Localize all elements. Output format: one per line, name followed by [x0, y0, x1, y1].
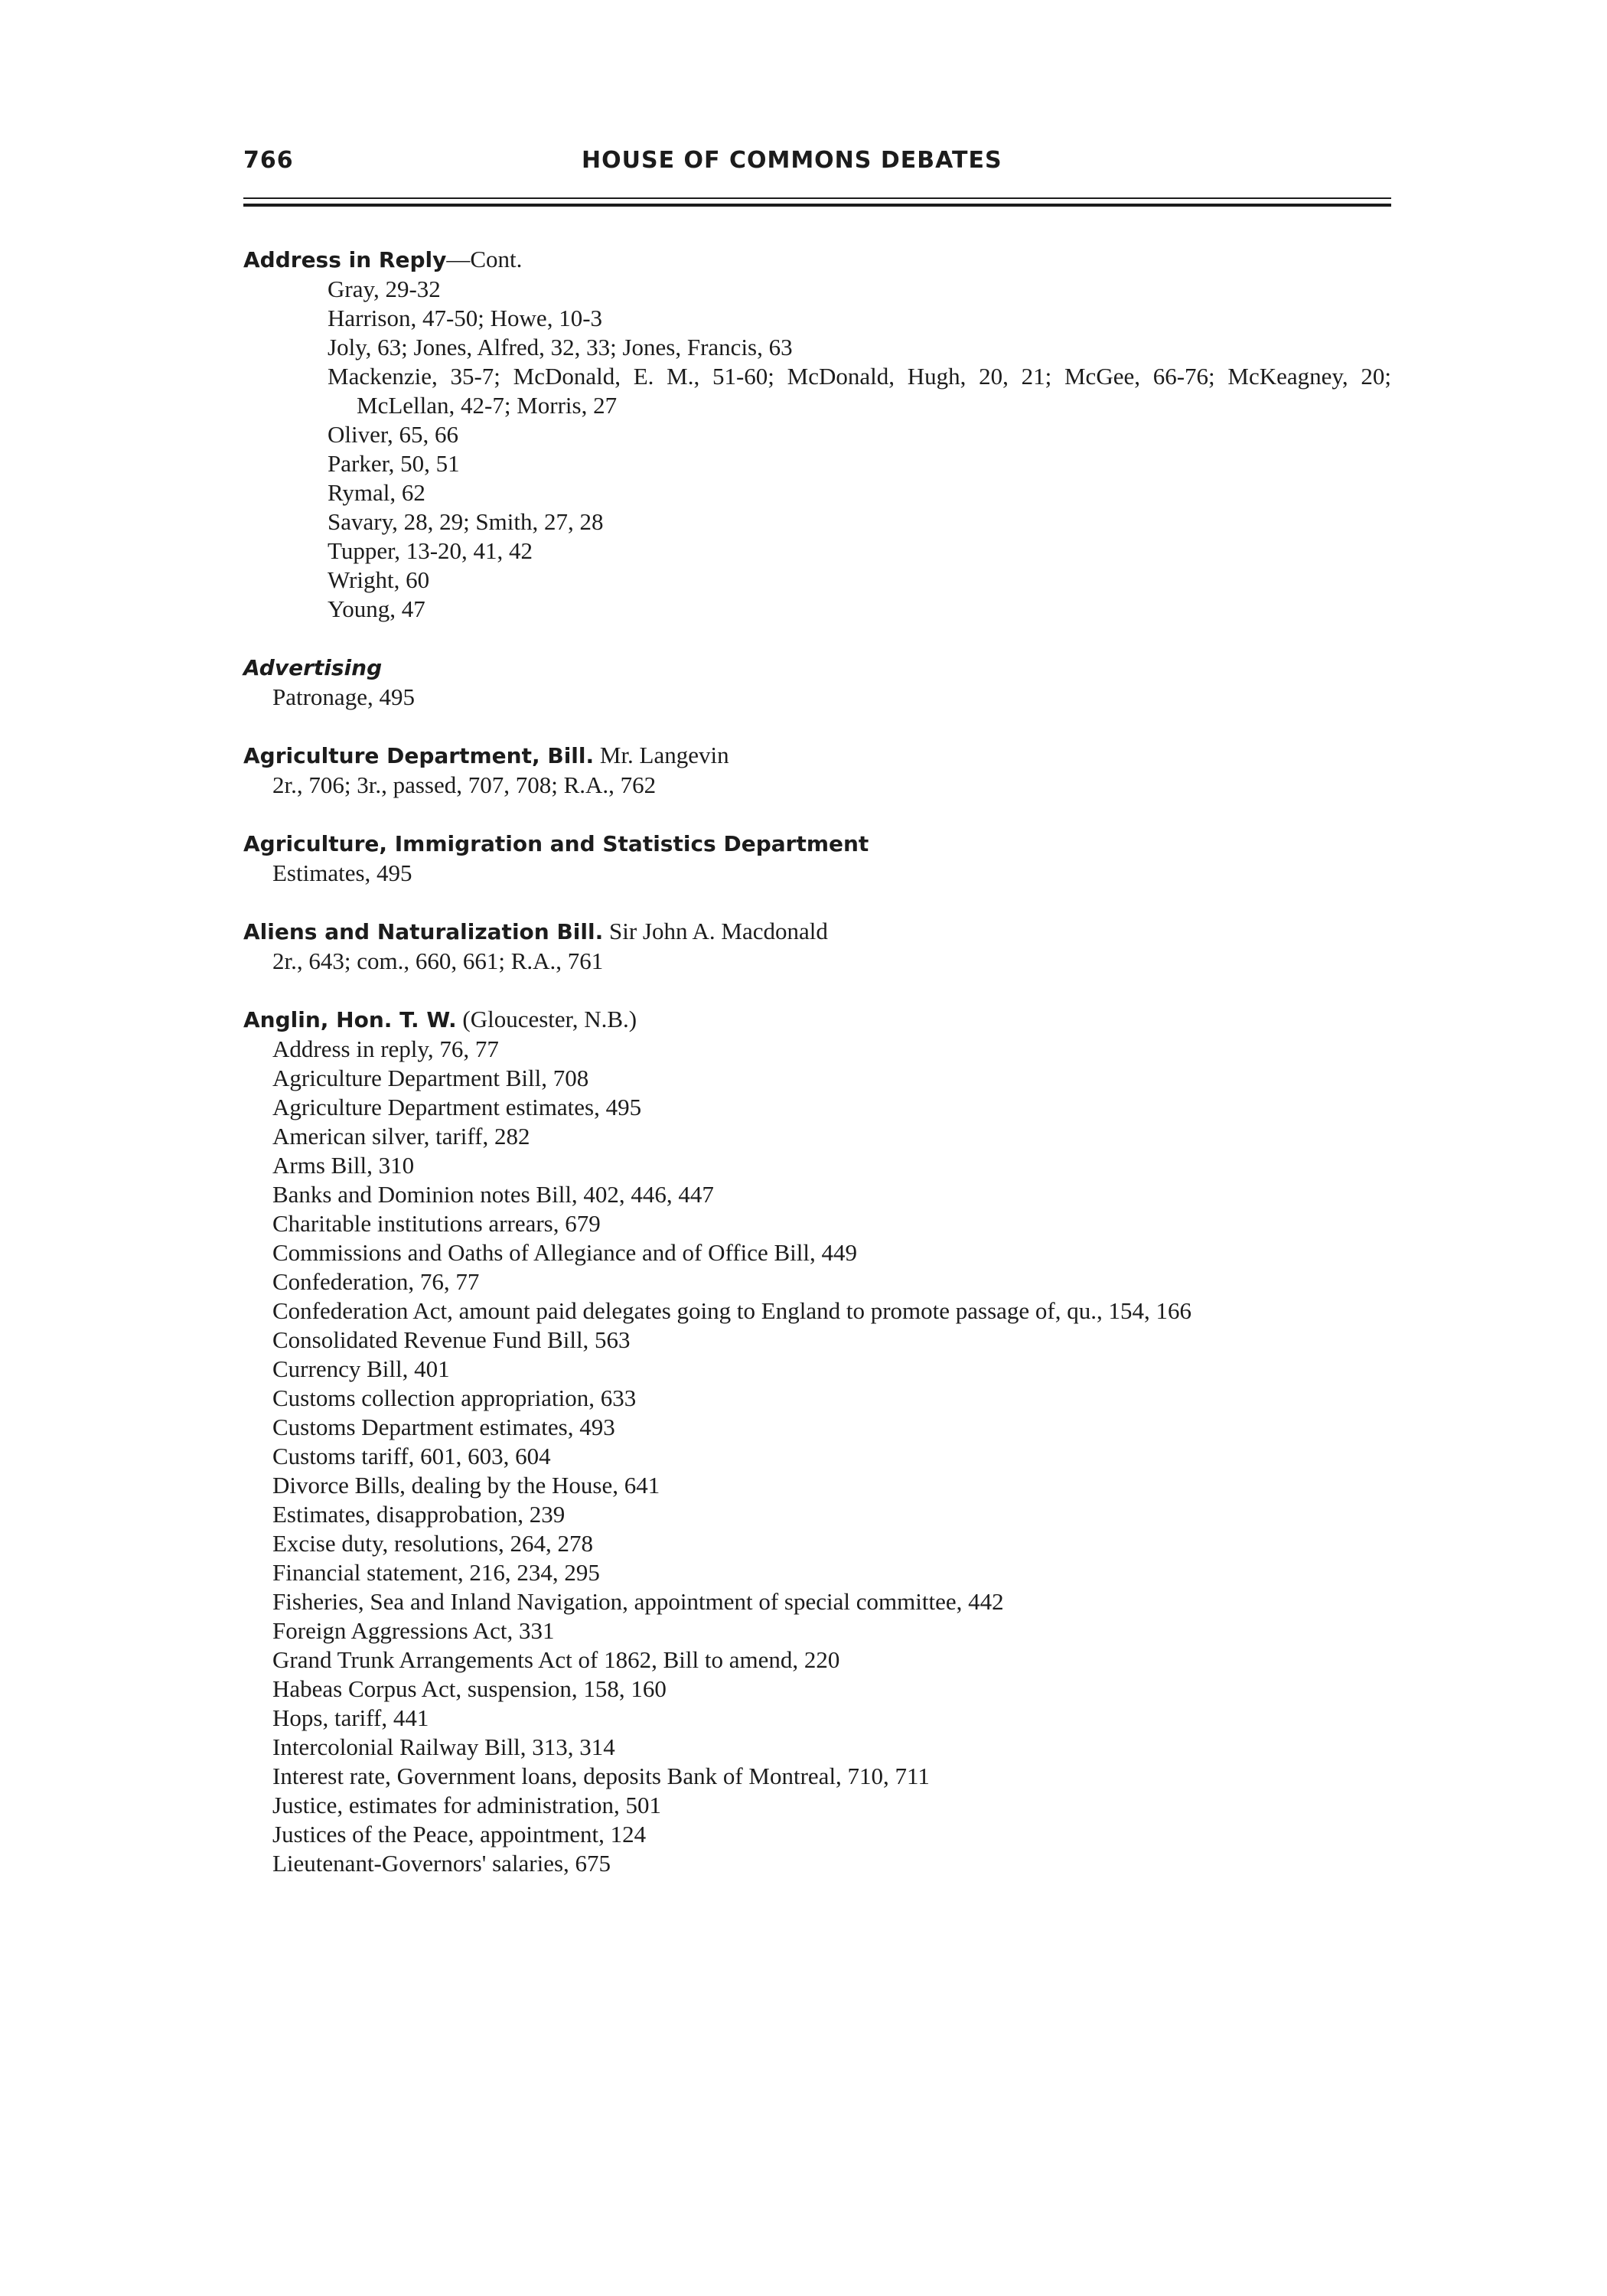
entry-line: Intercolonial Railway Bill, 313, 314 [272, 1733, 615, 1760]
entry-line: Foreign Aggressions Act, 331 [272, 1617, 555, 1644]
entry-line: Arms Bill, 310 [272, 1152, 415, 1179]
index-entry-agriculture-immigration-statistics [243, 829, 1391, 888]
index-entry-anglin [243, 1005, 1391, 1878]
entry-line: Agriculture Department Bill, 708 [272, 1065, 589, 1091]
entry-line: Interest rate, Government loans, deposits Bank of Montreal, 710, 711 [272, 1763, 930, 1789]
entry-line: Financial statement, 216, 234, 295 [272, 1559, 600, 1586]
entry-heading [243, 1005, 1391, 1035]
entry-heading [243, 245, 1391, 275]
entry-line: Estimates, 495 [272, 859, 412, 886]
entry-line: Address in reply, 76, 77 [272, 1035, 499, 1062]
entry-line: Justice, estimates for administration, 501 [272, 1792, 661, 1818]
index-entry-address-in-reply [243, 245, 1391, 624]
entry-line: Wright, 60 [328, 566, 430, 593]
entry-line: Agriculture Department estimates, 495 [272, 1094, 642, 1120]
entry-line: Harrison, 47-50; Howe, 10-3 [328, 305, 603, 331]
entry-line: Habeas Corpus Act, suspension, 158, 160 [272, 1675, 667, 1702]
entry-line: Hops, tariff, 441 [272, 1704, 429, 1731]
entry-line: Rymal, 62 [328, 479, 425, 506]
running-title: HOUSE OF COMMONS DEBATES [582, 147, 1002, 174]
entry-line: Customs Department estimates, 493 [272, 1414, 615, 1440]
entry-heading [243, 829, 1391, 859]
index-content [243, 245, 1391, 1907]
header-rule-thick [243, 204, 1391, 207]
index-entry-aliens-naturalization-bill [243, 917, 1391, 976]
entry-line: Grand Trunk Arrangements Act of 1862, Bill to amend, 220 [272, 1646, 840, 1673]
entry-line: Fisheries, Sea and Inland Navigation, appointment of special committee, 442 [272, 1588, 1004, 1615]
entry-line: Banks and Dominion notes Bill, 402, 446, 447 [272, 1181, 714, 1208]
entry-line: Justices of the Peace, appointment, 124 [272, 1821, 647, 1848]
entry-line: Tupper, 13-20, 41, 42 [328, 537, 533, 564]
page-number: 766 [243, 147, 294, 174]
entry-heading-bold: Anglin, Hon. T. W. [243, 1007, 457, 1032]
header-rule-thin [243, 197, 1391, 199]
entry-line: Estimates, disapprobation, 239 [272, 1501, 566, 1528]
entry-line: Gray, 29-32 [328, 276, 441, 302]
entry-heading [243, 653, 1391, 683]
entry-line: Joly, 63; Jones, Alfred, 32, 33; Jones, Francis, 63 [328, 334, 793, 360]
entry-line: 2r., 643; com., 660, 661; R.A., 761 [272, 947, 604, 974]
entry-line: Oliver, 65, 66 [328, 421, 458, 448]
entry-line: Customs collection appropriation, 633 [272, 1384, 637, 1411]
entry-line: Patronage, 495 [272, 683, 415, 710]
entry-line: Parker, 50, 51 [328, 450, 460, 477]
entry-line: Divorce Bills, dealing by the House, 641 [272, 1472, 660, 1499]
entry-heading-bold: Aliens and Naturalization Bill. [243, 919, 604, 944]
entry-heading [243, 741, 1391, 771]
entry-heading-bold: Agriculture Department, Bill. [243, 743, 595, 768]
entry-line: Customs tariff, 601, 603, 604 [272, 1443, 551, 1469]
entry-line: 2r., 706; 3r., passed, 707, 708; R.A., 762 [272, 771, 657, 798]
entry-line: American silver, tariff, 282 [272, 1123, 530, 1150]
entry-heading-rest: Mr. Langevin [594, 742, 729, 768]
entry-line: Excise duty, resolutions, 264, 278 [272, 1530, 594, 1557]
entry-line: Savary, 28, 29; Smith, 27, 28 [328, 508, 604, 535]
entry-line: Lieutenant-Governors' salaries, 675 [272, 1850, 611, 1877]
entry-line: Mackenzie, 35-7; McDonald, E. M., 51-60; McDonald, Hugh, 20, 21; McGee, 66-76; McKeagney, 20; McLellan, 42-7; Morris, 27 [328, 363, 1391, 419]
entry-line: Confederation Act, amount paid delegates going to England to promote passage of, qu., 154, 166 [272, 1297, 1191, 1324]
entry-line: Confederation, 76, 77 [272, 1268, 480, 1295]
index-entry-agriculture-department-bill [243, 741, 1391, 800]
entry-heading-rest: —Cont. [446, 246, 523, 272]
entry-heading-rest: Sir John A. Macdonald [603, 918, 828, 944]
entry-line: Young, 47 [328, 595, 425, 622]
entry-heading-bold: Address in Reply [243, 247, 447, 272]
entry-line: Currency Bill, 401 [272, 1355, 450, 1382]
entry-heading-bold: Agriculture, Immigration and Statistics Department [243, 831, 869, 856]
entry-line: Consolidated Revenue Fund Bill, 563 [272, 1326, 631, 1353]
entry-heading [243, 917, 1391, 947]
index-entry-advertising [243, 653, 1391, 712]
entry-heading-rest: (Gloucester, N.B.) [456, 1006, 637, 1032]
entry-line: Charitable institutions arrears, 679 [272, 1210, 601, 1237]
entry-line: Commissions and Oaths of Allegiance and of Office Bill, 449 [272, 1239, 857, 1266]
entry-heading-bold: Advertising [243, 655, 383, 680]
